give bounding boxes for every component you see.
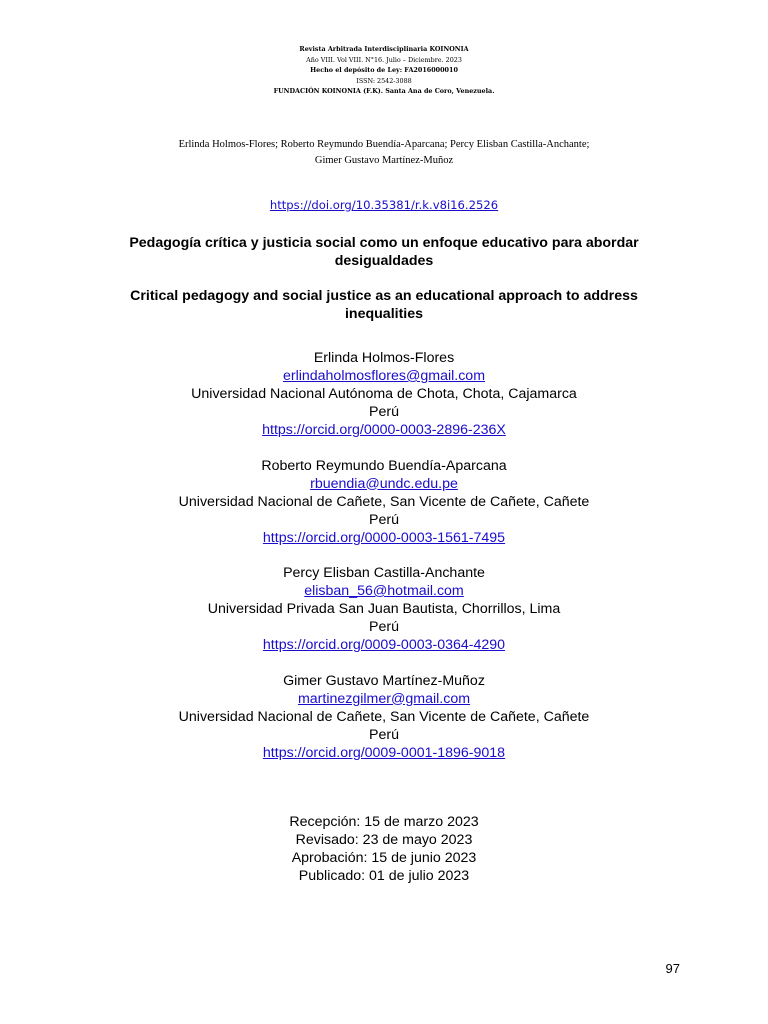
title-english: Critical pedagogy and social justice as an educational approach to address inequalities [130,288,638,322]
author-name: Gimer Gustavo Martínez-Muñoz [283,672,485,689]
author-name: Erlinda Holmos-Flores [313,350,455,366]
journal-name: Revista Arbitrada Interdisciplinaria KOINONIA [299,45,469,53]
author-affiliation: Universidad Nacional de Cañete, San Vicente de Cañete, Cañete [178,493,590,510]
received-date: Recepción: 15 de marzo 2023 [289,814,479,830]
publication-dates [0,813,768,885]
doi-line [0,197,768,213]
running-authors [0,137,768,169]
journal-issn-line: ISSN: 2542-3088 [356,76,412,85]
page-number: 97 [665,961,680,976]
author-country: Perú [369,404,399,420]
approved-date: Aprobación: 15 de junio 2023 [291,850,477,866]
author-list [0,349,768,779]
author-affiliation: Universidad Privada San Juan Bautista, Chorrillos, Lima [207,601,561,617]
author-orcid-link[interactable]: https://orcid.org/0009-0001-1896-9018 [262,744,506,761]
author-name: Roberto Reymundo Buendía-Aparcana [261,457,507,474]
author-block [0,457,768,547]
author-email-link[interactable]: elisban_56@hotmail.com [304,583,464,599]
title-spanish: Pedagogía crítica y justicia social como un enfoque educativo para abordar desigualdades [129,235,639,269]
author-orcid-link[interactable]: https://orcid.org/0009-0003-0364-4290 [262,637,506,653]
published-date: Publicado: 01 de julio 2023 [298,868,470,884]
journal-foundation-line: FUNDACIÓN KOINONIA (F.K). Santa Ana de Coro, Venezuela. [273,87,495,96]
author-block [0,672,768,762]
journal-header [0,44,768,97]
journal-deposit-line: Hecho el depósito de Ley: FA2016000010 [310,66,458,75]
author-affiliation: Universidad Nacional de Cañete, San Vicente de Cañete, Cañete [178,708,590,725]
running-authors-line-1: Erlinda Holmos-Flores; Roberto Reymundo Buendía-Aparcana; Percy Elisban Castilla-Anchante; [178,139,590,150]
author-country: Perú [369,511,399,528]
author-name: Percy Elisban Castilla-Anchante [283,565,485,581]
author-block [0,564,768,654]
author-country: Perú [369,726,399,743]
author-orcid-link[interactable]: https://orcid.org/0000-0003-1561-7495 [262,529,506,546]
author-orcid-link[interactable]: https://orcid.org/0000-0003-2896-236X [262,422,506,438]
revised-date: Revisado: 23 de mayo 2023 [295,832,473,848]
author-block [0,349,768,439]
author-affiliation: Universidad Nacional Autónoma de Chota, Chota, Cajamarca [191,386,577,402]
doi-link[interactable]: https://doi.org/10.35381/r.k.v8i16.2526 [269,198,499,212]
author-email-link[interactable]: rbuendia@undc.edu.pe [310,475,458,492]
author-email-link[interactable]: erlindaholmosflores@gmail.com [282,368,486,384]
running-authors-line-2: Gimer Gustavo Martínez-Muñoz [314,155,454,166]
author-email-link[interactable]: martinezgilmer@gmail.com [297,690,471,707]
author-country: Perú [369,619,399,635]
journal-volume-line: Año VIII. Vol VIII. N°16. Julio – Diciembre. 2023 [306,55,462,64]
